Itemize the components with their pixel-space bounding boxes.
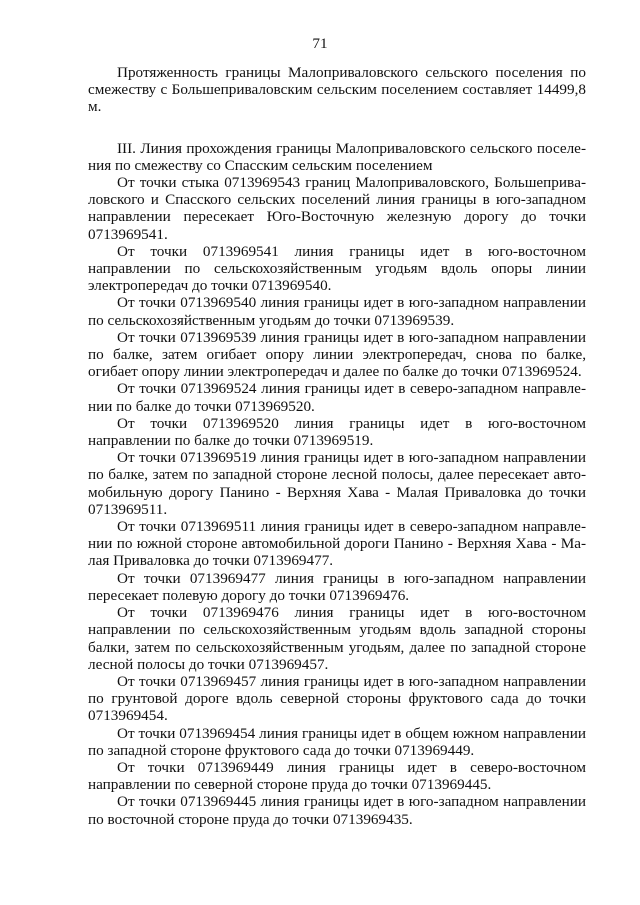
paragraph: От точки стыка 0713969543 границ Малоприваловского, Большепривaловского и Спасского сельских поселений линия границы в юго-западном направлении пересекает Юго-Восточную железную дорогу до точки 0713969541. xyxy=(88,174,586,243)
paragraph: От точки 0713969449 линия границы идет в северо-восточном направлении по северной стороне пруда до точки 0713969445. xyxy=(88,758,586,794)
document-body xyxy=(88,64,586,828)
paragraph: От точки 0713969445 линия границы идет в юго-западном направлении по восточной стороне пруда до точки 0713969435. xyxy=(88,793,586,828)
paragraph: От точки 0713969524 линия границы идет в северо-западном направлении по балке до точки 0713969520. xyxy=(88,380,586,415)
paragraph: От точки 0713969520 линия границы идет в юго-восточном направлении по балке до точки 0713969519. xyxy=(88,414,586,450)
intro-paragraph: Протяженность границы Малоприваловского сельского поселения по смежеству с Большеприваловским сельским поселением составляет 14499,8 м. xyxy=(88,64,586,116)
section-heading: III. Линия прохождения границы Малоприваловского сельского поселения по смежеству со Спасским сельским поселением xyxy=(88,139,586,174)
page-number: 71 xyxy=(312,35,328,52)
paragraph: От точки 0713969457 линия границы идет в юго-западном направлении по грунтовой дороге вдоль северной стороны фруктового сада до точки 0713969454. xyxy=(88,672,586,725)
paragraph: От точки 0713969476 линия границы идет в юго-восточном направлении по сельскохозяйственным угодьям вдоль западной стороны балки, затем по сельскохозяйственным угодьям, далее по западной стороне лесной полосы до точки 0713969457. xyxy=(88,604,586,673)
paragraph: От точки 0713969477 линия границы в юго-западном направлении пересекает полевую дорогу до точки 0713969476. xyxy=(88,569,586,604)
paragraph: От точки 0713969519 линия границы идет в юго-западном направлении по балке, затем по западной стороне лесной полосы, далее пересекает автомобильную дорогу Панино - Верхняя Хава - Малая Приваловка до точки 0713969511. xyxy=(88,449,586,518)
paragraph: От точки 0713969539 линия границы идет в юго-западном направлении по балке, затем огибает опору линии электропередач, снова по балке, огибает опору линии электропередач и далее по балке до точки 0713969524. xyxy=(88,328,586,381)
paragraph: От точки 0713969541 линия границы идет в юго-восточном направлении по сельскохозяйственным угодьям вдоль опоры линии электропередач до точки 0713969540. xyxy=(88,242,586,295)
paragraph: От точки 0713969540 линия границы идет в юго-западном направлении по сельскохозяйственным угодьям до точки 0713969539. xyxy=(88,294,586,329)
paragraph: От точки 0713969454 линия границы идет в общем южном направлении по западной стороне фруктового сада до точки 0713969449. xyxy=(88,724,586,759)
paragraph: От точки 0713969511 линия границы идет в северо-западном направлении по южной стороне автомобильной дороги Панино - Верхняя Хава - Малая Приваловка до точки 0713969477. xyxy=(88,518,586,570)
